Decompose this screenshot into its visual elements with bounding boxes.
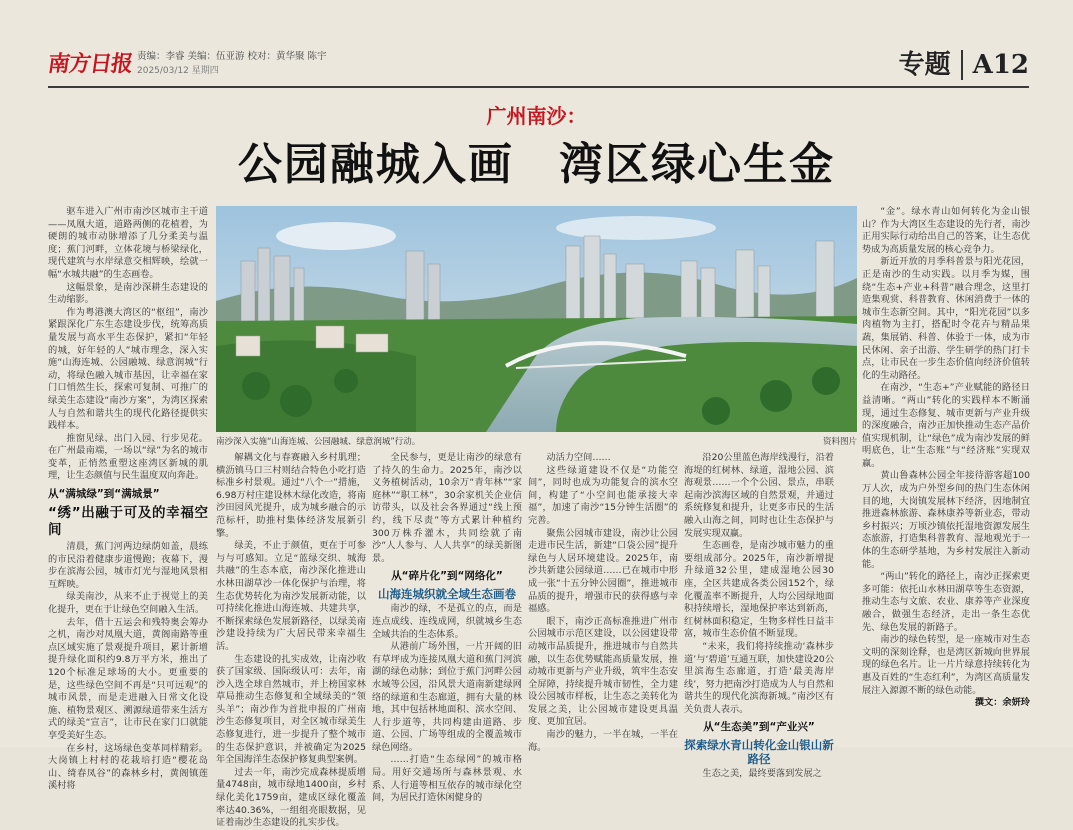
paragraph: 南沙的绿色转型，是一座城市对生态文明的深刻诠释，也是湾区新城向世界展现的绿色名片。让一片片绿意持续转化为惠及百姓的“生态红利”，为湾区高质量发展注入源源不断的绿色动能。 <box>862 634 1030 696</box>
paragraph: 聚焦公园城市建设，南沙让公园走进市民生活，新建“口袋公园”提升绿色与人居环境建设。2025年，南沙共新建公园绿道……已在城市中形成一张“十五分钟公园圈”，推进城市品质的提升，增强市民的获得感与幸福感。 <box>528 527 678 615</box>
masthead <box>48 44 134 84</box>
city-photo-illustration <box>216 206 857 432</box>
article-column-1 <box>48 206 208 792</box>
paragraph: 新近开放的月季科普景与阳光花园，正是南沙的生动实践。以月季为媒，围绕“生态+产业+科普”融合理念，这里打造集观赏、科普教育、休闲消费于一体的城市生态新空间。其中，“阳光花园”以多肉植物为主打，搭配时令花卉与精品果蔬，集展销、科普、体验于一体，成为市民休闲、亲子出游、学生研学的热门打卡点，让市民在一步生态价值向经济价值转化的生动路径。 <box>862 256 1030 381</box>
headline <box>0 128 1073 192</box>
paragraph: 从港前广场外围，一片开阔的旧有草坪成为连接凤凰大道和蕉门河滨湖的绿色动脉；到位于蕉门河畔公园水域等公园，沿风景大道南新建绿网络的绿道和生态廊道，拥有大量的林地，其中包括林地面积、滨水空间、人行步道等，共同构建由道路、步道、公园、广场等组成的全覆盖城市绿色网络。 <box>372 641 522 753</box>
paragraph: 动活力空间…… <box>546 452 611 463</box>
paragraph: 绿美，不止于颜值，更在于可参与与可感知。立足“蓝绿交织、城海共融”的生态本底，南沙深化推进山水林田湖草沙一体化保护与治理，将生态优势转化为南沙发展新动能，以可持续化推进山海连城、共建共享，不断探索绿色发展新路径，以绿美南沙建设持续为广大居民带来幸福生活。 <box>216 540 366 652</box>
section-subhead-3b: 探索绿水青山转化金山银山新路径 <box>684 738 834 767</box>
paragraph: 解耦文化与春赛融入乡村肌理；横沥镇马口三村则结合特色小吃打造标准乡村景观。通过“八个一”措施，6.98万村庄建设林木绿化改造，将南沙田园风光提升，成为城乡融合的示范标杆，助推村集体经济发展新引擎。 <box>216 452 366 539</box>
paragraph: 生态之美，最终要落到发展之 <box>702 768 822 780</box>
paragraph: 这些绿道建设不仅是“功能空间”，同时也成为功能复合的滨水空间，构建了“小空间也能承接大幸福”，加速了南沙“15分钟生活圈”的完善。 <box>528 464 678 526</box>
article-column-5 <box>684 452 834 780</box>
paragraph: 生态建设的扎实成效，让南沙收获了国家级、国际级认可：去年，南沙入选全球自然城市，并上榜国家林草局推动生态修复和全域绿美的“领头羊”；南沙作为首批申报的广州南沙生态修复项目，对全区城市绿美生态修复进行，进一步提升了整个城市的生态保护意识，并被确定为2025年全国海洋生态保护修复典型案例。 <box>216 653 366 766</box>
paragraph: 驱车进入广州市南沙区城市主干道——凤凰大道，道路两侧的花植着，为硬朗的城市动脉增添了几分柔美与温度；蕉门河畔，立体花境与桥梁绿化，现代建筑与水岸绿意交相辉映，绘就一幅“水城共融”的生态画卷。 <box>48 206 208 280</box>
section-subhead-1a: 从“满城绿”到“满城景” <box>48 488 160 501</box>
paragraph: “未来，我们将持续推动‘森林步道’与‘碧道’互通互联，加快建设20公里滨海生态廊道，打造‘最美海岸线’，努力把南沙打造成为人与自然和谐共生的现代化滨海新城。”南沙区有关负责人表示。 <box>684 640 834 715</box>
editors-line: 责编：李睿 美编：伍亚游 校对：黄华聚 陈宇 <box>137 51 327 62</box>
paragraph: 沿20公里蓝色海岸线漫行，沿着海堤的红树林、绿道，湿地公园、滨海观景……一个个公园、景点，串联起南沙滨海区域的自然景观，并通过系统修复和提升，让更多市民的生活融入山海之间，同时也让生态保护与发展实现双赢。 <box>684 452 834 539</box>
paragraph: 眼下，南沙正高标准推进广州市公园城市示范区建设，以公园建设带动城市品质提升，推进城市与自然共融，以生态优势赋能高质量发展，推动城市更新与产业升级，筑牢生态安全屏障，持续提升城市韧性，全力建设公园城市样板，让生态之美转化为发展之美，让公园城市建设更具温度、更加宜居。 <box>528 615 678 728</box>
newspaper-logo: 南方日报 <box>46 51 134 77</box>
paragraph: 过去一年，南沙完成森林提质增量4748亩，城市绿地1400亩，乡村绿化美化1759亩，建成区绿化覆盖率达40.36%，一组组亮眼数据，见证着南沙生态建设的扎实步伐。 <box>216 766 366 829</box>
section-subhead-1b: “绣”出融于可及的幸福空间 <box>48 505 208 539</box>
page-code: A12 <box>972 50 1029 80</box>
paragraph: “金”。绿水青山如何转化为金山银山？作为大湾区生态建设的先行者，南沙正用实际行动给出自己的答案，让生态优势成为高质量发展的核心竞争力。 <box>862 206 1030 255</box>
paragraph: 这幅景象，是南沙深耕生态建设的生动缩影。 <box>48 281 208 306</box>
photo-credit: 资料图片 <box>822 437 857 447</box>
paragraph: 全民参与，更是让南沙的绿意有了持久的生命力。2025年，南沙以义务植树活动，10余万“青年林”“家庭林”“职工林”，30余家机关企业信访带头，以及社会各界通过“线上预约，线下尽责”等方式累计种植约300万株乔灌木，共同绘就了南沙“人人参与、人人共享”的绿美新图景。 <box>372 452 522 564</box>
paragraph: 去年，借十五运会和残特奥会筹办之机，南沙对凤凰大道，黄阁南路等重点区域实施了景观提升项目，累计新增提升绿化面积约9.8万平方米，推出了120个标准足球场的大小。更重要的是，这些绿色空间不再是“只可远观”的城市风景，而是走进融入日常文化设施、植物景观区、溯源绿道带来生活方式的绿美“宣言”，让市民在家门口就能享受美好生态。 <box>48 616 208 741</box>
article-byline-wrap <box>862 697 1030 710</box>
article-column-4 <box>528 452 678 753</box>
photo-caption <box>216 435 857 447</box>
paragraph: “两山”转化的路径上，南沙正探索更多可能：依托山水林田湖草等生态资源，推动生态与文旅、农业、康养等产业深度融合，做强生态经济，走出一条生态优先、绿色发展的新路子。 <box>862 571 1030 633</box>
article-column-2 <box>216 452 366 829</box>
paragraph: 推窗见绿、出门入园、行步见花。在广州最南端，一场以“绿”为名的城市变革，正悄然重塑这座湾区新城的肌理，让生态颜值与民生温度双向奔赴。 <box>48 432 208 482</box>
paragraph: 作为粤港澳大湾区的“枢纽”，南沙紧跟深化广东生态建设步伐，统筹高质量发展与高水平生态保护，紧扣“年轻的城，好年轻的人”城市理念，深入实施“山海连城、公园融城、绿意润城”行动，将绿色融入城市基因，让幸福在家门口悄然生长，探索可复制、可推广的绿美生态建设“南沙方案”，为湾区探索人与自然和谐共生的现代化路径提供实践样本。 <box>48 306 208 432</box>
aerial-city-photo <box>216 206 857 432</box>
paragraph: 南沙的绿，不是孤立的点，而是连点成线、连线成网，织就城乡生态全域共治的生态体系。 <box>372 603 522 640</box>
paragraph: 南沙的魅力，一半在城，一半在海。 <box>528 729 678 753</box>
editor-meta <box>137 50 327 78</box>
headline-kicker: 广州南沙： <box>486 104 587 128</box>
section-subhead-2b: 山海连城织就全域生态画卷 <box>378 587 516 602</box>
headline-part1: 公园融城入画 <box>237 139 514 190</box>
paragraph: 在乡村，这场绿色变革同样精彩。大岗镇上村村的花栽培打造“樱花岛山、绮春凤谷”的森林乡村，黄阁镇莲溪村将 <box>48 742 208 792</box>
article-column-3 <box>372 452 522 804</box>
section-name: 专题 <box>899 50 963 80</box>
photo-caption-text: 南沙深入实施“山海连城、公园融城、绿意润城”行动。 <box>216 437 421 447</box>
article-column-6 <box>862 206 1030 738</box>
section-label <box>899 48 1029 82</box>
section-subhead-2a: 从“碎片化”到“网络化” <box>391 570 503 583</box>
paragraph: 清晨，蕉门河两边绿荫如盖，晨练的市民沿着健康步道慢跑；夜幕下，漫步在滨海公园，城市灯光与湿地风景相互辉映。 <box>48 541 208 590</box>
paragraph: ……打造“生态绿网”的城市格局。用好交通场所与森林景观、水系、人行道等相互依存的城市绿化空间，为居民打造休闲健身的 <box>372 754 522 804</box>
paragraph: 绿美南沙，从来不止于视觉上的美化提升，更在于让绿色空间融入生活。 <box>48 591 208 616</box>
paragraph: 在南沙，“生态+”产业赋能的路径日益清晰。“两山”转化的实践样本不断涌现，通过生态修复、城市更新与产业升级的深度融合，南沙正加快推动生态产品价值实现机制，让“绿色”成为南沙发展的鲜明底色，让“生态账”与“经济账”实现双赢。 <box>862 382 1030 469</box>
article-byline: 撰文：余妍玲 <box>974 697 1030 709</box>
header-rule <box>48 86 1029 88</box>
section-subhead-3a: 从“生态美”到“产业兴” <box>703 721 815 734</box>
issue-date: 2025/03/12 星期四 <box>137 66 219 76</box>
paragraph: 黄山鲁森林公园全年接待游客超100万人次，成为户外型乡间的热门生态休闲目的地，大岗镇发展林下经济，因地制宜推进森林旅游、森林康养等新业态，带动乡村振兴；万顷沙镇依托湿地资源发展生态旅游，打造集科普教育、湿地观光于一体的生态研学基地，为乡村发展注入新动能。 <box>862 470 1030 570</box>
paragraph: 生态画卷，是南沙城市魅力的重要组成部分。2025年，南沙新增提升绿道32公里，建成湿地公园30座，全区共建成各类公园152个，绿化覆盖率不断提升，人均公园绿地面积持续增长，湿地保护率达到新高，红树林面积稳定，生物多样性日益丰富，城市生态价值不断显现。 <box>684 540 834 640</box>
headline-part2: 湾区绿心生金 <box>559 139 836 190</box>
